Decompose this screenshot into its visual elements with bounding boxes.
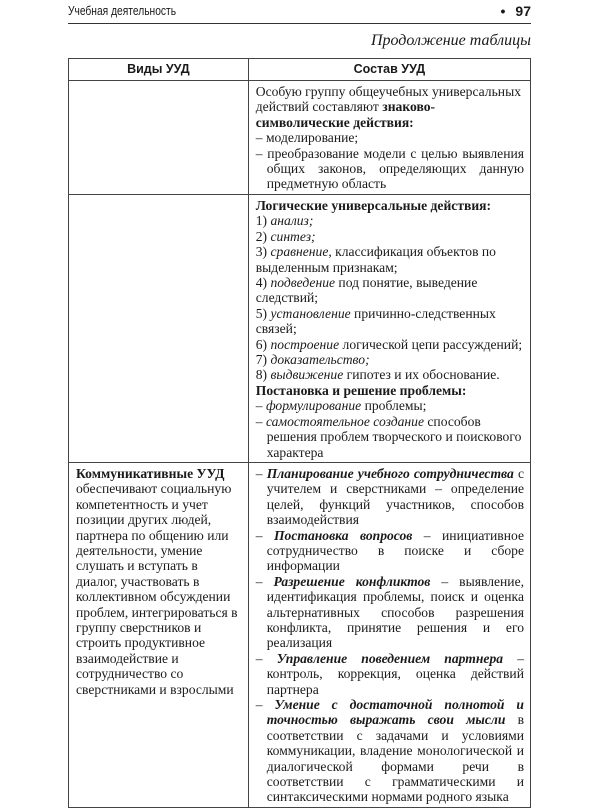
table-row — [69, 462, 531, 807]
page-number-block — [501, 3, 531, 19]
table-header-row — [69, 59, 531, 81]
list-item: – Управление поведением партнера – контроль, коррекция, оценка действий партнера — [255, 650, 524, 697]
running-head — [68, 3, 531, 21]
numbered-item: 7) доказательство; — [255, 352, 370, 368]
list-item: – формулирование проблемы; — [255, 398, 427, 414]
communicative-uud-description: обеспечивают социальную компетентность и учет позиции других людей, партнера по общению или деятельности, умение слушать и вступать в диалог, участвовать в коллективном обсуждении проблем, интегрироваться в группу сверстников и строить продуктивное взаимодействие и сотрудничество со сверстниками и взрослыми — [76, 481, 238, 697]
cell-type-empty — [69, 81, 249, 195]
cell-type-empty — [69, 195, 249, 463]
list-item: – моделирование; — [255, 130, 359, 146]
numbered-item: 4) подведение под понятие, выведение следствий; — [255, 275, 478, 306]
list-item: – Планирование учебного сотрудничества с учителем и сверстниками – определение целей, функций участников, способов взаимодействия — [255, 465, 524, 528]
list-item: – Разрешение конфликтов – выявление, идентификация проблемы, поиск и оценка альтернативных способов разрешения конфликта, принятие решения и его реализация — [255, 573, 524, 651]
logical-actions-heading: Логические универсальные действия: — [255, 198, 492, 213]
numbered-item: 6) построение логической цепи рассуждений; — [255, 336, 523, 352]
uud-table — [68, 58, 531, 808]
cell-composition — [248, 462, 530, 807]
numbered-item: 2) синтез; — [255, 228, 316, 244]
sign-symbolic-intro: Особую группу общеучебных универсальных действий составляют знаково-символические действия: — [255, 84, 522, 130]
numbered-item: 5) установление причинно-следственных связей; — [255, 305, 496, 337]
list-item: – преобразование модели с целью выявления общих законов, определяющих данную предметную область — [255, 145, 524, 192]
header-rule — [68, 23, 531, 24]
page-number: 97 — [515, 3, 531, 19]
problem-solving-heading: Постановка и решение проблемы: — [255, 382, 467, 398]
list-item: – Умение с достаточной полнотой и точностью выражать свои мысли в соответствии с задачами и условиями коммуникации, владение монологической и диалогической формами речи в соответствии с грамматическими и синтаксическими нормами родного языка — [255, 697, 524, 805]
running-head-title: Учебная деятельность — [68, 4, 177, 18]
cell-type-communicative — [69, 462, 249, 807]
table-row — [69, 195, 531, 463]
table-row — [69, 81, 531, 195]
column-header-types: Виды УУД — [69, 59, 249, 81]
numbered-item: 3) сравнение, классификация объектов по выделенным признакам; — [255, 244, 496, 275]
communicative-uud-term: Коммуникативные УУД — [76, 465, 225, 481]
column-header-composition: Состав УУД — [248, 59, 530, 81]
cell-composition — [248, 81, 530, 195]
numbered-item: 1) анализ; — [255, 213, 314, 229]
bullet-icon: • — [500, 3, 506, 19]
cell-composition — [248, 195, 530, 463]
table-continuation-label: Продолжение таблицы — [370, 32, 531, 49]
list-item: – самостоятельное создание способов решения проблем творческого и поискового характера — [255, 413, 522, 460]
list-item: – Постановка вопросов – инициативное сотрудничество в поиске и сборе информации — [255, 527, 524, 574]
numbered-item: 8) выдвижение гипотез и их обоснование. — [255, 367, 500, 383]
